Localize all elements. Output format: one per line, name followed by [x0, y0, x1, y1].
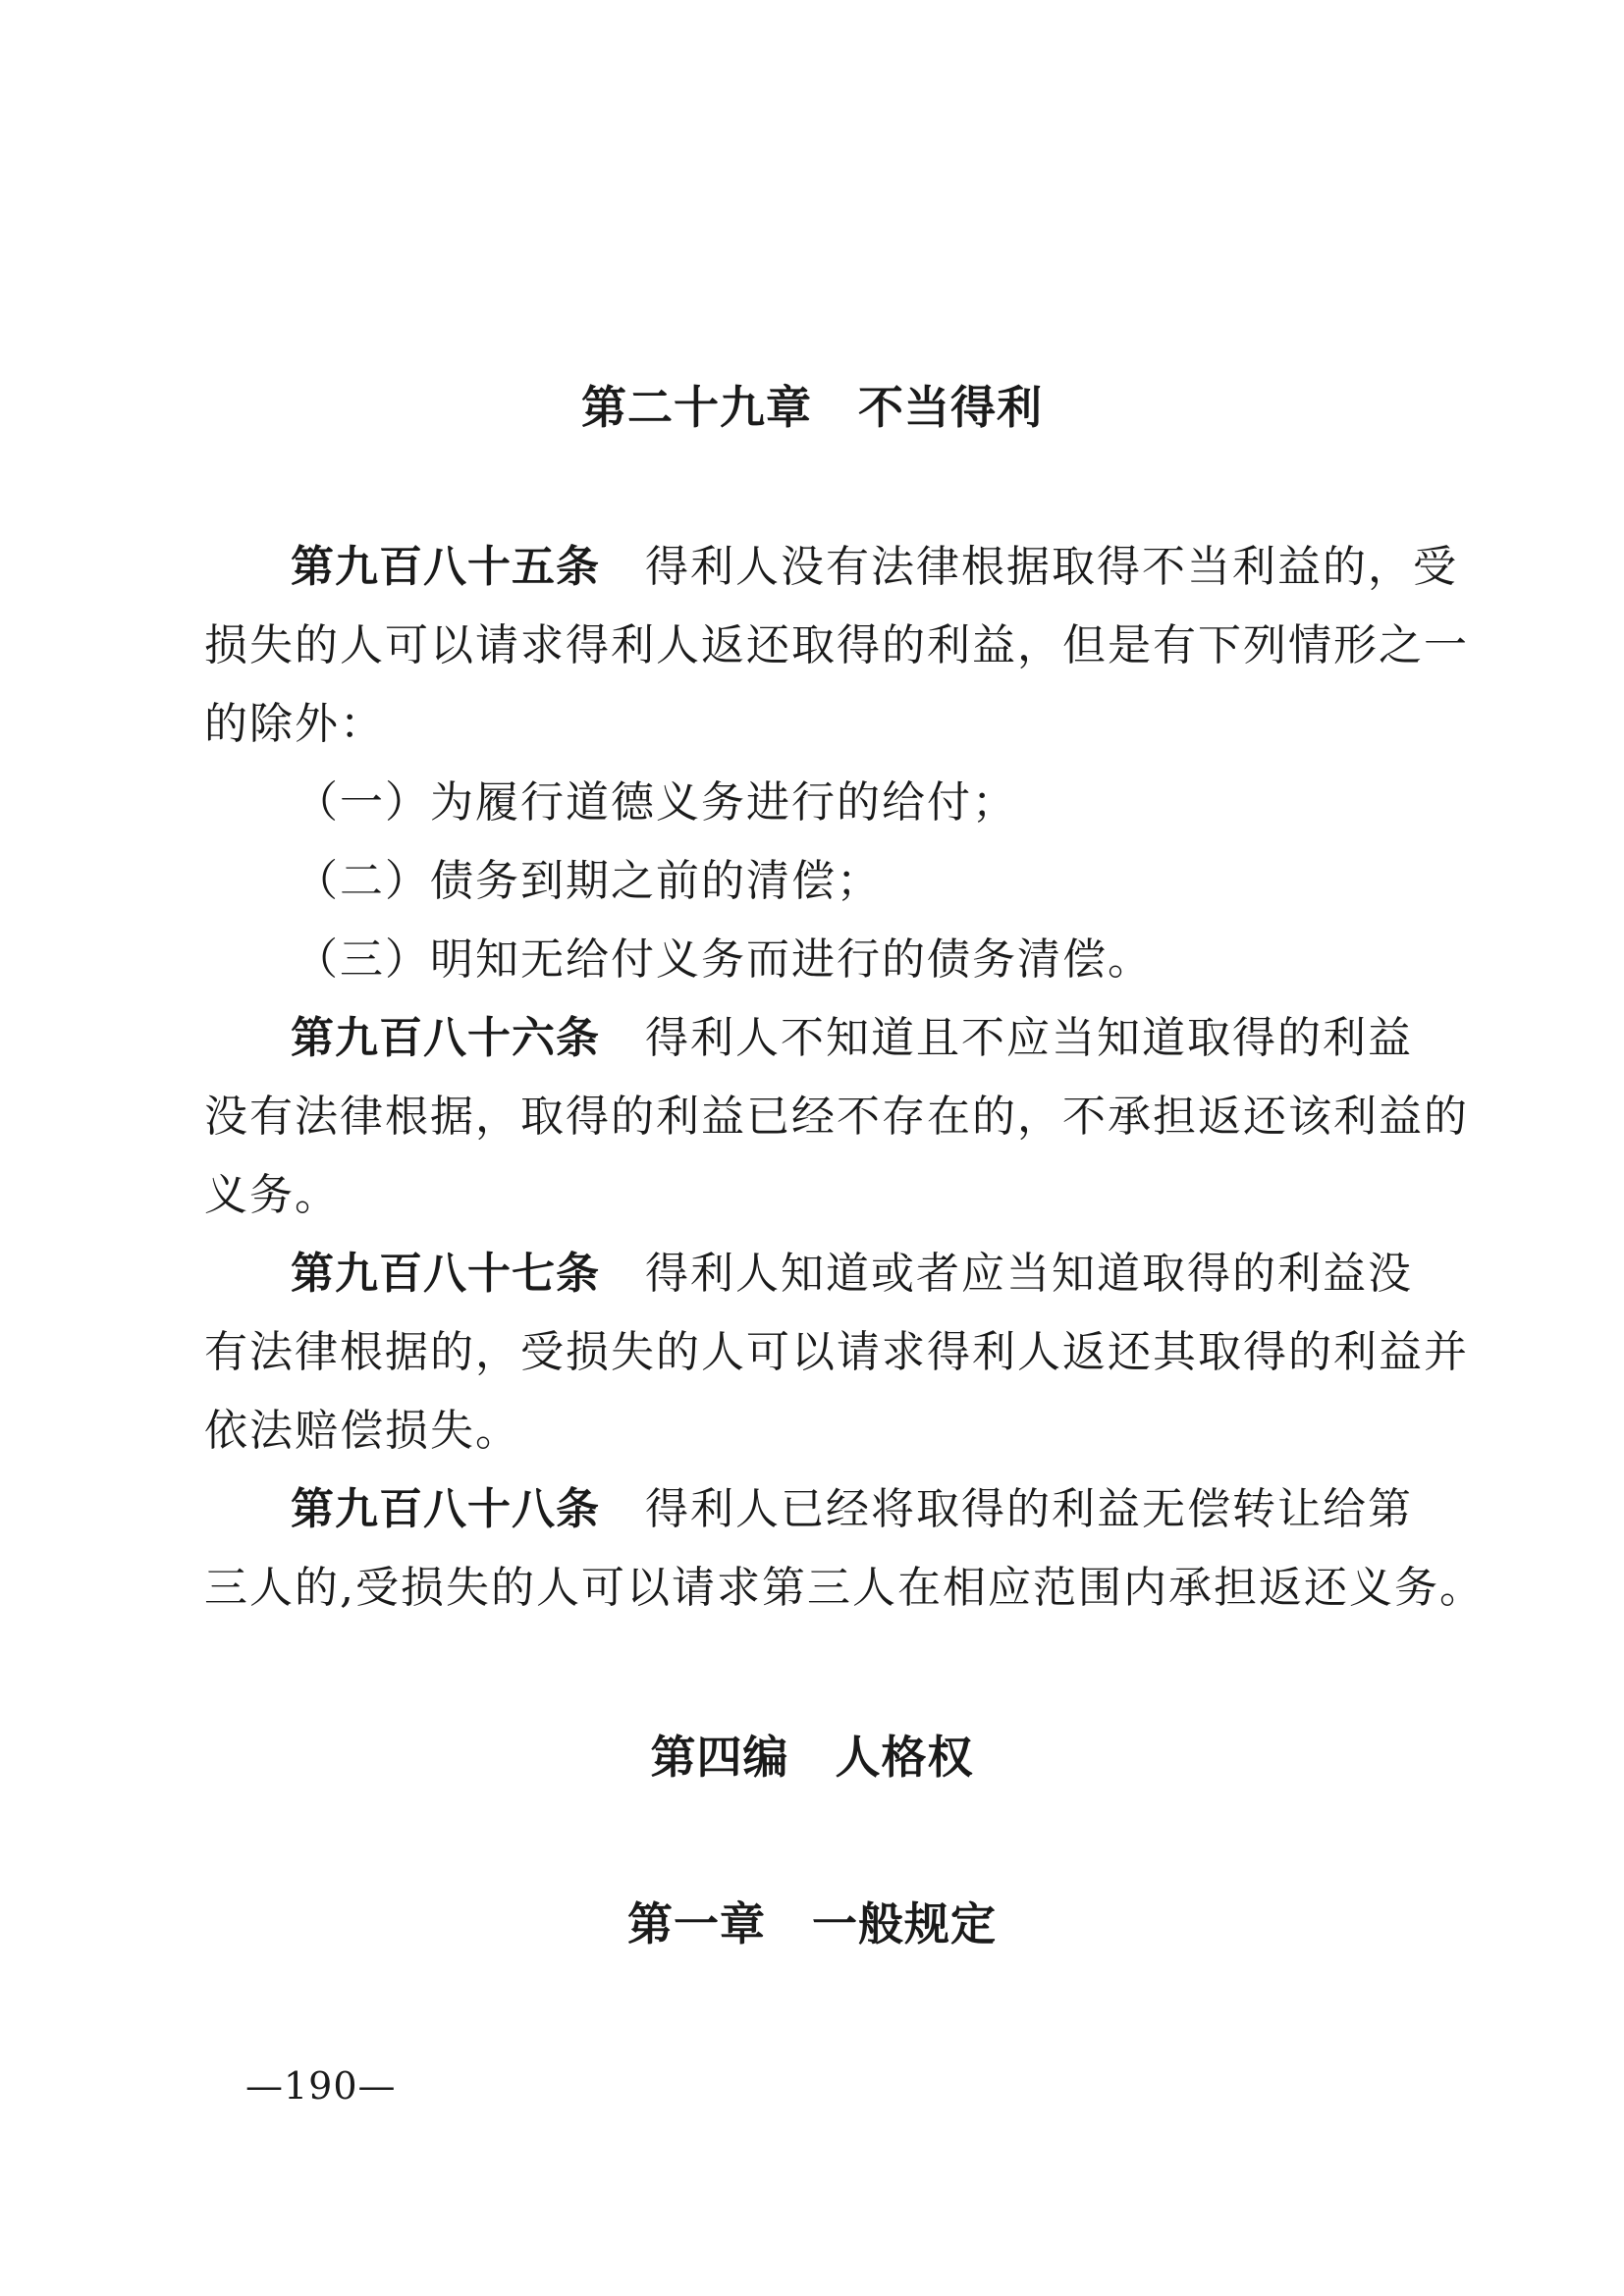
chapter-one-title: 第一章 一般规定 [627, 1897, 997, 1950]
article-988-number: 第九百八十八条 [291, 1484, 600, 1534]
article-985-line-3: 的除外： [204, 699, 385, 749]
article-987-line-1 [291, 1245, 1508, 1304]
article-985-text-1: 得利人没有法律根据取得不当利益的，受 [645, 542, 1458, 592]
article-988-line-2: 三人的,受损失的人可以请求第三人在相应范围内承担返还义务。 [204, 1563, 1485, 1613]
article-987-text-1: 得利人知道或者应当知道取得的利益没 [645, 1249, 1413, 1299]
article-986-text-1: 得利人不知道且不应当知道取得的利益 [645, 1013, 1413, 1063]
article-988-line-1 [291, 1480, 1508, 1539]
article-985-item-1: （一）为履行道德义务进行的给付； [295, 777, 1017, 828]
article-985-line-2: 损失的人可以请求得利人返还取得的利益，但是有下列情形之一 [204, 620, 1469, 670]
article-988-text-1: 得利人已经将取得的利益无偿转让给第 [645, 1484, 1413, 1534]
article-985-number: 第九百八十五条 [291, 542, 600, 592]
article-985-line-1 [291, 538, 1508, 597]
page-number: —190— [245, 2064, 397, 2108]
article-987-number: 第九百八十七条 [291, 1249, 600, 1299]
article-987-line-2: 有法律根据的，受损失的人可以请求得利人返还其取得的利益并 [204, 1327, 1469, 1377]
article-986-number: 第九百八十六条 [291, 1013, 600, 1063]
article-986-line-3: 义务。 [204, 1170, 340, 1220]
article-987-line-3: 依法赔偿损失。 [204, 1406, 520, 1456]
chapter-title: 第二十九章 不当得利 [581, 381, 1043, 434]
article-986-line-2: 没有法律根据，取得的利益已经不存在的，不承担返还该利益的 [204, 1092, 1469, 1142]
part-title: 第四编 人格权 [650, 1731, 974, 1784]
article-985-item-2: （二）债务到期之前的清偿； [295, 856, 882, 906]
article-985-item-3: （三）明知无给付义务而进行的债务清偿。 [295, 934, 1153, 985]
article-986-line-1 [291, 1009, 1508, 1068]
